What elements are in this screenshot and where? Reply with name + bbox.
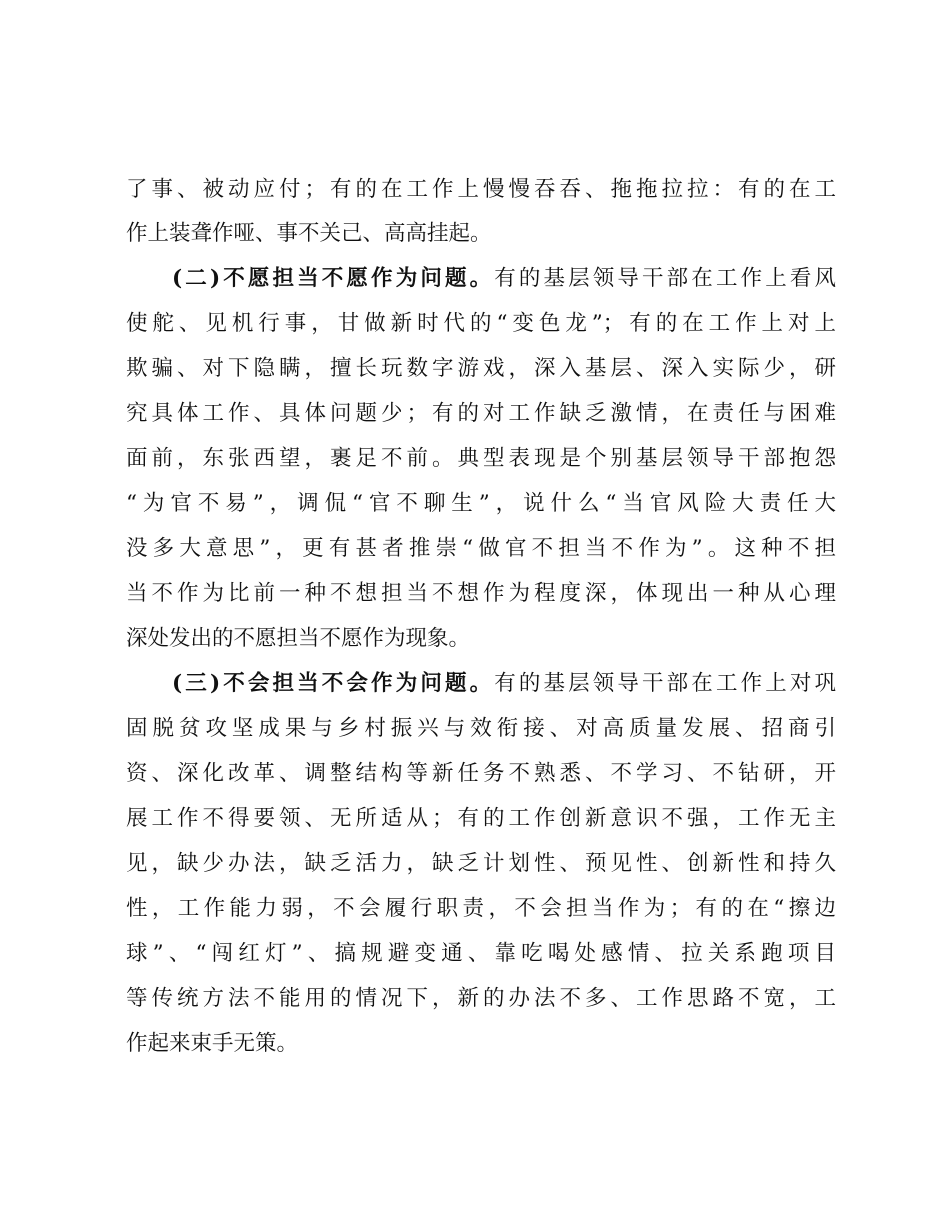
paragraph-2-line-8: 当不作为比前一种不想担当不想作为程度深，体现出一种从心理: [126, 581, 836, 606]
paragraph-3-line-1: [172, 669, 836, 699]
paragraph-2-first-line-text: 有的基层领导干部在工作上看风: [494, 266, 836, 291]
paragraph-3-line-2: 固脱贫攻坚成果与乡村振兴与效衔接、对高质量发展、招商引: [126, 716, 836, 741]
paragraph-3-line-9: 作起来束手无策。: [126, 1031, 299, 1056]
paragraph-3-line-8: 等传统方法不能用的情况下，新的办法不多、工作思路不宽，工: [126, 986, 836, 1011]
paragraph-2-heading: (二)不愿担当不愿作为问题。: [172, 266, 495, 291]
paragraph-2-line-9: 深处发出的不愿担当不愿作为现象。: [126, 626, 471, 651]
paragraph-2-line-3: 欺骗、对下隐瞒，擅长玩数字游戏，深入基层、深入实际少，研: [126, 356, 836, 381]
paragraph-3-line-7: 球”、“闯红灯”、搞规避变通、靠吃喝处感情、拉关系跑项目: [126, 941, 836, 966]
paragraph-2-line-7: 没多大意思”，更有甚者推崇“做官不担当不作为”。这种不担: [126, 536, 836, 561]
paragraph-2-line-6: “为官不易”，调侃“官不聊生”，说什么“当官风险大责任大: [126, 491, 836, 516]
paragraph-1-line-1: 了事、被动应付；有的在工作上慢慢吞吞、拖拖拉拉：有的在工: [126, 177, 836, 202]
paragraph-3-line-5: 见，缺少办法，缺乏活力，缺乏计划性、预见性、创新性和持久: [126, 851, 836, 876]
paragraph-3-line-6: 性，工作能力弱，不会履行职责，不会担当作为；有的在“擦边: [126, 896, 836, 921]
paragraph-3-line-4: 展工作不得要领、无所适从；有的工作创新意识不强，工作无主: [126, 806, 836, 831]
paragraph-3-first-line-text: 有的基层领导干部在工作上对巩: [494, 671, 836, 696]
paragraph-2-line-4: 究具体工作、具体问题少；有的对工作缺乏激情，在责任与困难: [126, 401, 836, 426]
paragraph-2-line-5: 面前，东张西望，裹足不前。典型表现是个别基层领导干部抱怨: [126, 446, 836, 471]
paragraph-3-heading: (三)不会担当不会作为问题。: [172, 671, 495, 696]
paragraph-2-line-2: 使舵、见机行事，甘做新时代的“变色龙”；有的在工作上对上: [126, 311, 836, 336]
paragraph-3-line-3: 资、深化改革、调整结构等新任务不熟悉、不学习、不钻研，开: [126, 761, 836, 786]
paragraph-2-line-1: [172, 264, 836, 294]
paragraph-1-line-2: 作上装聋作哑、事不关己、高高挂起。: [126, 221, 492, 246]
